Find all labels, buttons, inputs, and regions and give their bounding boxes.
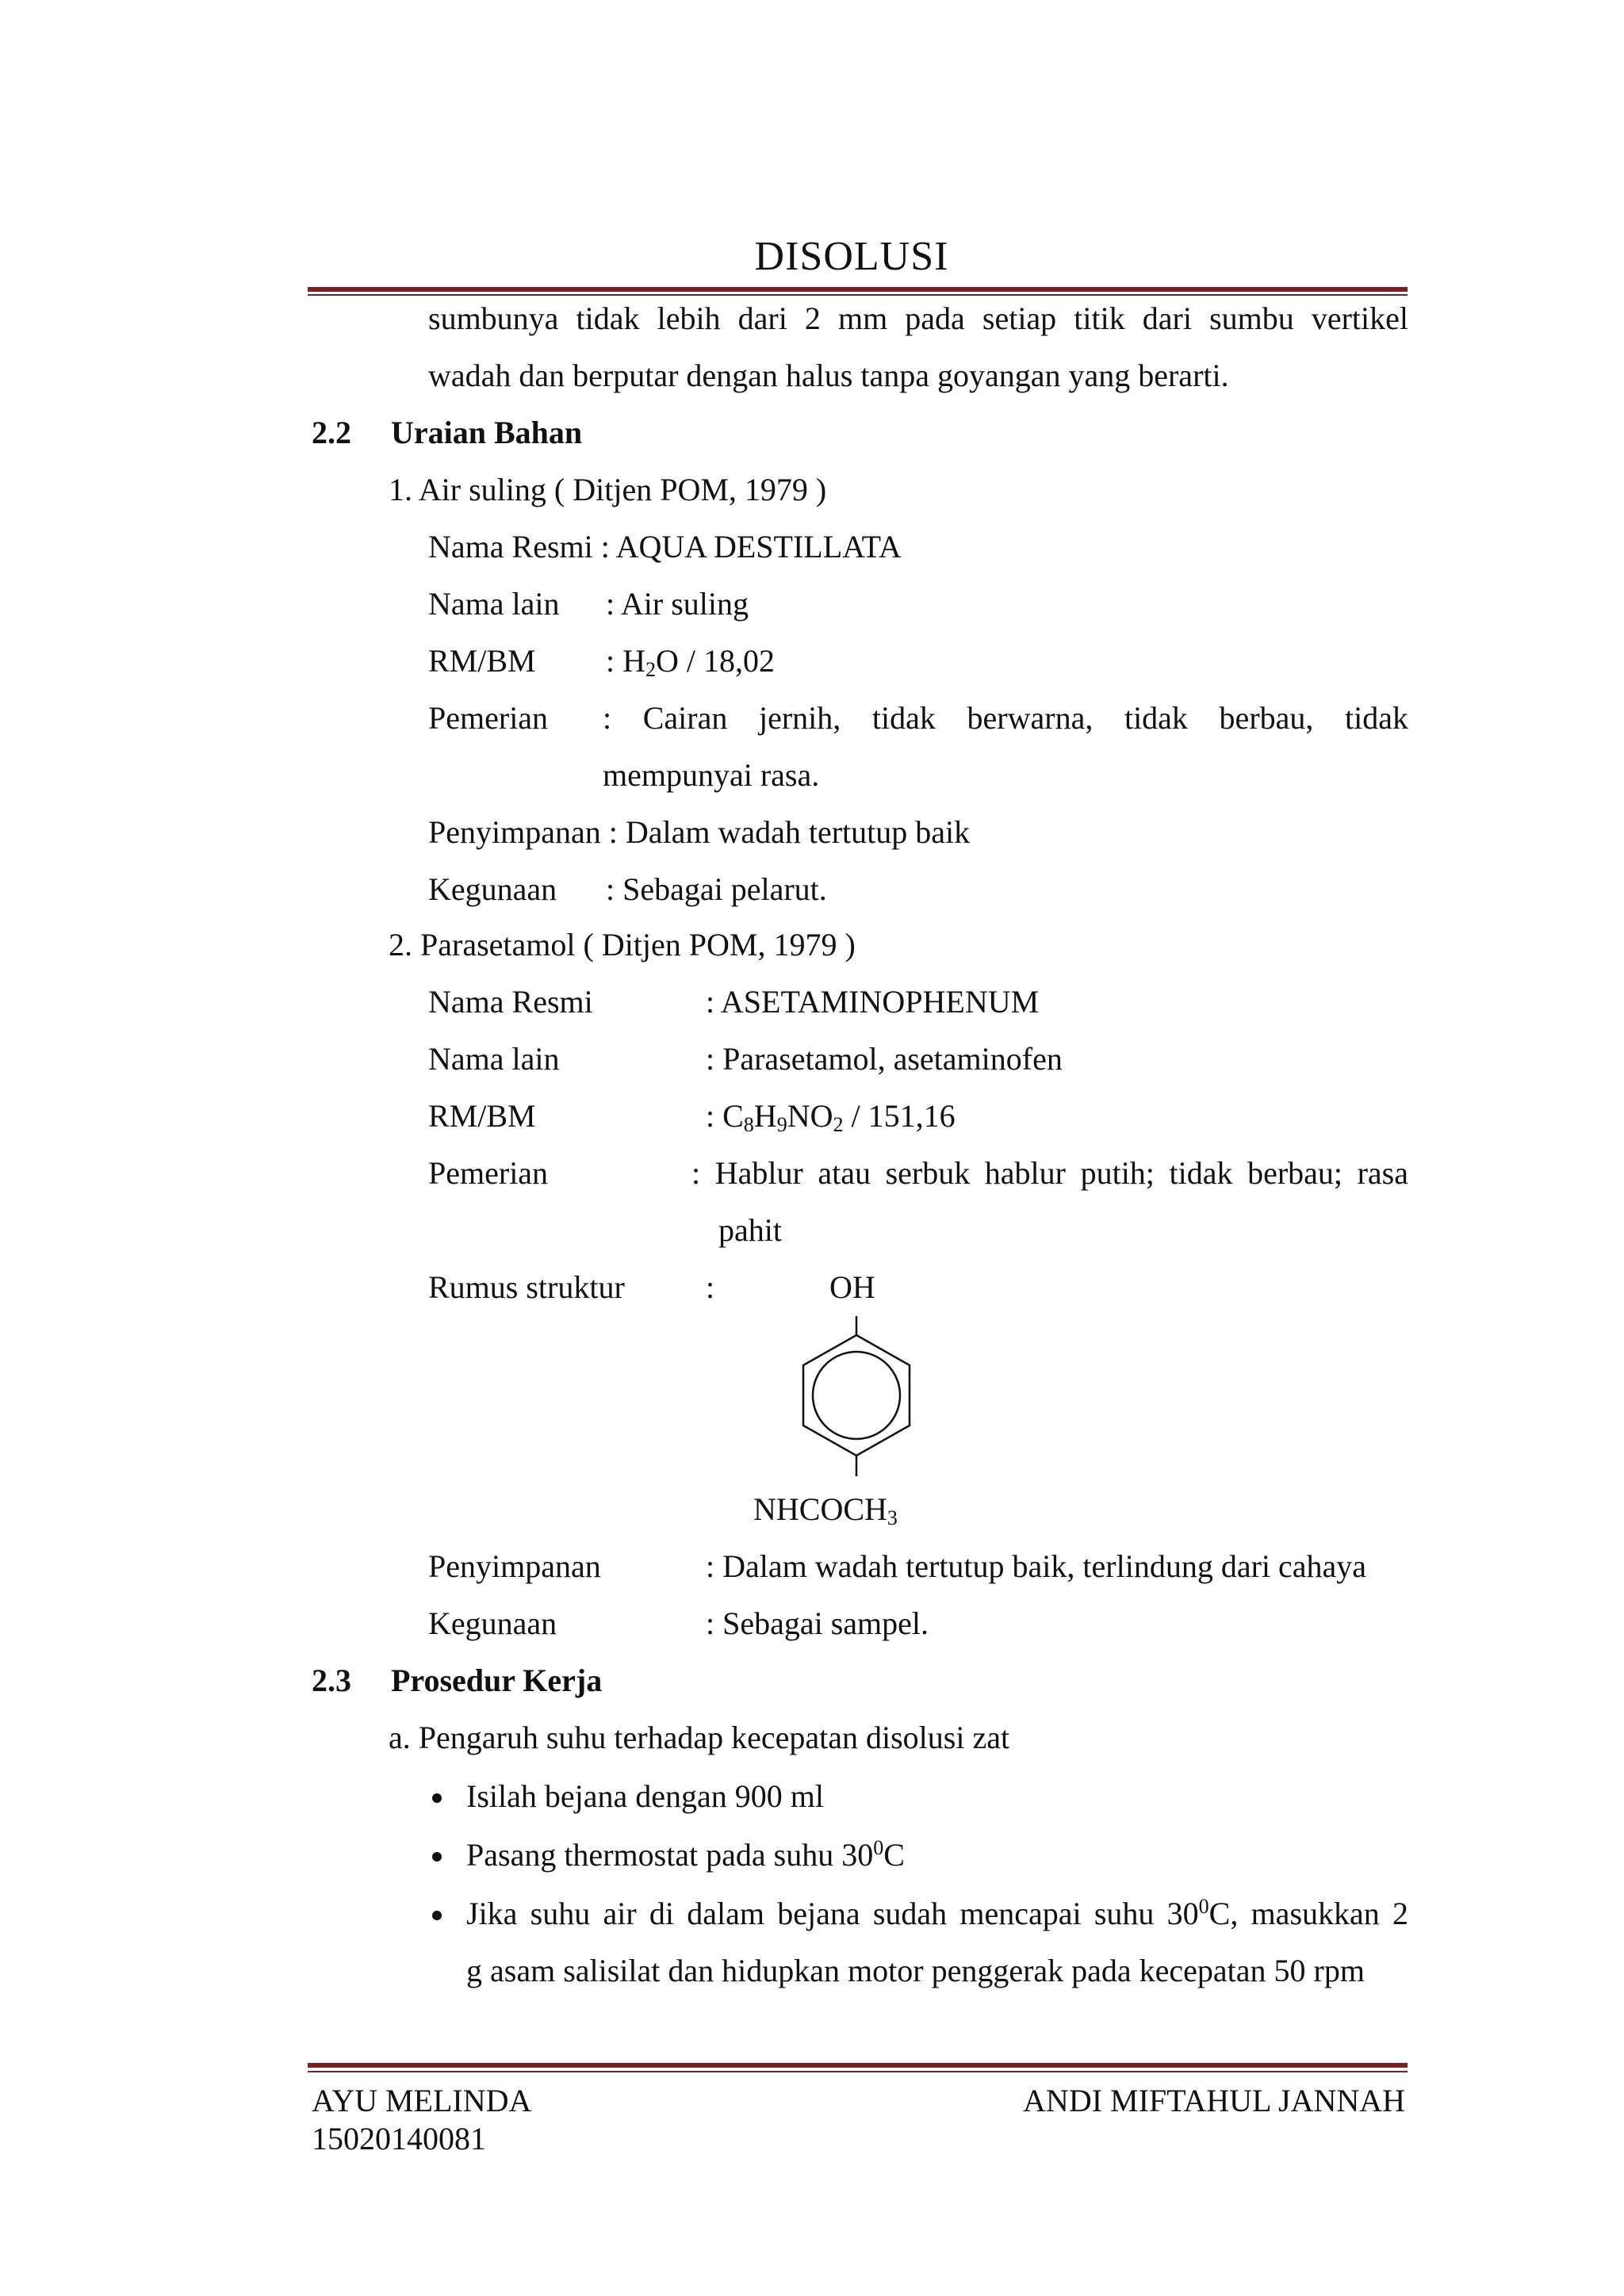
item1-pemerian-line-1: : Cairan jernih, tidak berwarna, tidak berbau, tidak xyxy=(603,700,1408,736)
bullet-dot-1 xyxy=(432,1793,442,1803)
item1-nama-lain-label: Nama lain xyxy=(428,586,560,622)
item2-penyimpanan-value: : Dalam wadah tertutup baik, terlindung dari cahaya xyxy=(706,1548,1367,1584)
item2-pemerian-label: Pemerian xyxy=(428,1155,549,1191)
item2-nama-lain-label: Nama lain xyxy=(428,1041,560,1077)
item1-kegunaan-label: Kegunaan xyxy=(428,871,557,907)
footer-rule-thick xyxy=(308,2063,1408,2068)
item2-heading: 2. Parasetamol ( Ditjen POM, 1979 ) xyxy=(389,927,856,962)
procedure-bullet-3-line-1: Jika suhu air di dalam bejana sudah mencapai suhu $30^0C$, masukkan 2 xyxy=(466,1895,1408,1931)
hexagon-ring xyxy=(803,1335,910,1456)
item2-kegunaan-value: : Sebagai sampel. xyxy=(706,1605,929,1641)
item2-rumus-label: Rumus struktur xyxy=(428,1269,625,1305)
section-title-2-2: Uraian Bahan xyxy=(391,415,583,450)
section-number-2-2: 2.2 xyxy=(312,415,351,450)
item1-pemerian-line-2: mempunyai rasa. xyxy=(603,757,820,793)
item2-nama-resmi-value: : ASETAMINOPHENUM xyxy=(706,984,1040,1020)
item1-heading: 1. Air suling ( Ditjen POM, 1979 ) xyxy=(389,472,827,507)
procedure-bullet-2: Pasang thermostat pada suhu $30^0C$ xyxy=(466,1836,905,1873)
intro-line-1: sumbunya tidak lebih dari 2 mm pada setiap titik dari sumbu vertikel xyxy=(428,300,1408,336)
item2-nama-lain-value: : Parasetamol, asetaminofen xyxy=(706,1041,1063,1077)
footer-author-right: ANDI MIFTAHUL JANNAH xyxy=(1023,2083,1405,2118)
item2-pemerian-line-2: pahit xyxy=(718,1212,782,1248)
section-number-2-3: 2.3 xyxy=(312,1663,351,1698)
structure-oh-label: OH xyxy=(829,1269,875,1305)
bullet-dot-3 xyxy=(432,1911,442,1920)
procedure-sub-a: a. Pengaruh suhu terhadap kecepatan disolusi zat xyxy=(389,1720,1010,1755)
structure-nhcoch3-label: $NHCOCH_3$ xyxy=(753,1491,898,1529)
header-rule-thick xyxy=(308,287,1408,292)
item2-kegunaan-label: Kegunaan xyxy=(428,1605,557,1641)
section-title-2-3: Prosedur Kerja xyxy=(391,1663,603,1698)
item2-pemerian-line-1: : Hablur atau serbuk hablur putih; tidak berbau; rasa xyxy=(691,1155,1408,1191)
item1-rmbm-value: : $H_2O / 18,02$ xyxy=(606,643,775,681)
intro-line-2: wadah dan berputar dengan halus tanpa goyangan yang berarti. xyxy=(428,358,1229,393)
item1-nama-resmi: Nama Resmi : AQUA DESTILLATA xyxy=(428,529,902,564)
procedure-bullet-1: Isilah bejana dengan 900 ml xyxy=(466,1778,824,1814)
footer-author-left: AYU MELINDA xyxy=(312,2083,532,2118)
footer-student-id: 15020140081 xyxy=(312,2121,486,2156)
aromatic-circle xyxy=(813,1352,900,1439)
item1-penyimpanan: Penyimpanan : Dalam wadah tertutup baik xyxy=(428,814,971,850)
item1-pemerian-label: Pemerian xyxy=(428,700,549,736)
item2-rmbm-label: RM/BM xyxy=(428,1098,536,1134)
item2-rumus-colon: : xyxy=(706,1269,715,1305)
item2-penyimpanan-label: Penyimpanan xyxy=(428,1548,601,1584)
item2-rmbm-value: : $C_8H_9NO_2 / 151,16$ xyxy=(706,1098,956,1136)
procedure-bullet-3-line-2: g asam salisilat dan hidupkan motor penggerak pada kecepatan 50 rpm xyxy=(466,1953,1365,1988)
bullet-dot-2 xyxy=(432,1852,442,1862)
item1-rmbm-label: RM/BM xyxy=(428,643,536,679)
page-title: DISOLUSI xyxy=(754,234,949,279)
benzene-ring-structure xyxy=(773,1300,956,1483)
item2-nama-resmi-label: Nama Resmi xyxy=(428,984,593,1020)
item1-kegunaan-value: : Sebagai pelarut. xyxy=(606,871,827,907)
item1-nama-lain-value: : Air suling xyxy=(606,586,749,622)
footer-rule-thin xyxy=(308,2071,1408,2072)
header-rule-thin xyxy=(308,294,1408,296)
